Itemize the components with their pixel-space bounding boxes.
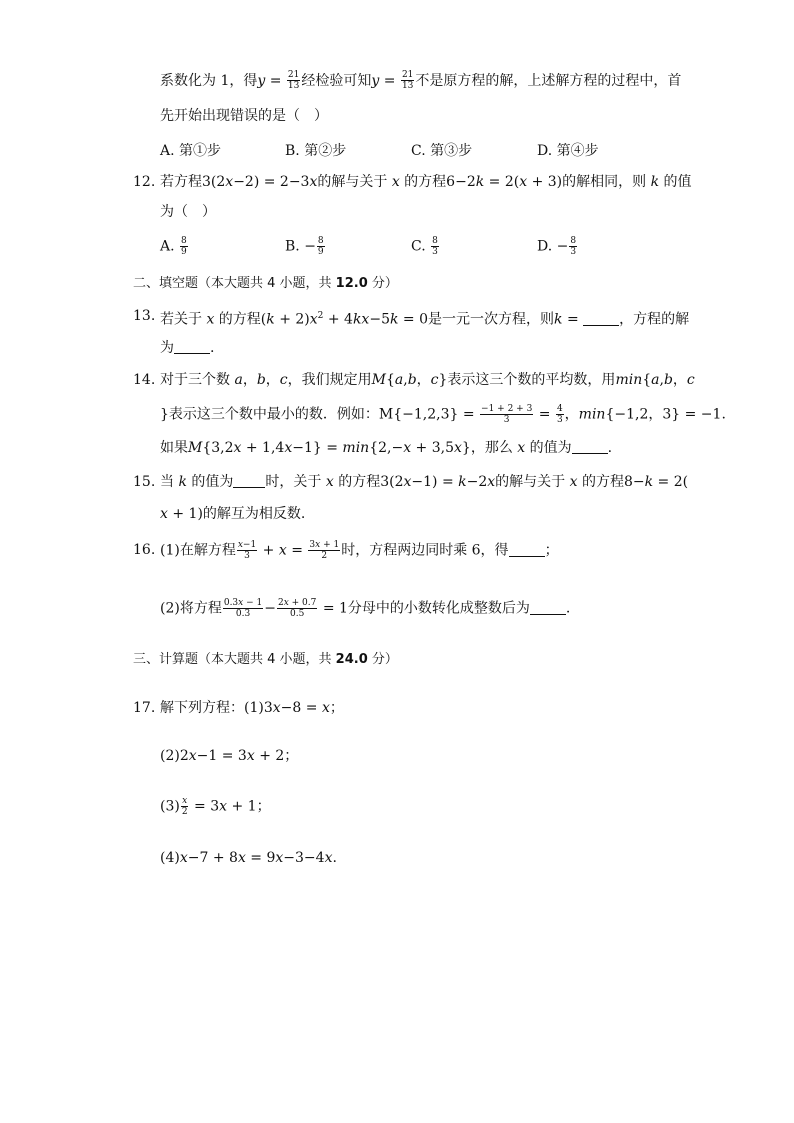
q12-line1: 若方程3(2x−2) = 2−3x的解与关于 x 的方程6−2k = 2(x + 3)的解相同，则 k 的值 — [160, 174, 692, 190]
q15-number: 15. — [133, 474, 156, 490]
q12-option-d[interactable]: D. − $\frac{8}{3}$ — [537, 236, 577, 257]
q14-line3: 如果M{3,2x + 1,4x−1} = min{2,−x + 3,5x}，那么 x 的值为 . — [160, 440, 613, 456]
q16-line1: (1)在解方程 $\frac{x-1}{3}$ + x = $\frac{3x + 1}{2}$ 时，方程两边同时乘 6，得 ； — [160, 540, 559, 561]
section2-title: 二、填空题（本大题共 4 小题，共 12.0 分） — [133, 276, 398, 291]
q16-number: 16. — [133, 542, 156, 558]
section3-title: 三、计算题（本大题共 4 小题，共 24.0 分） — [133, 652, 398, 667]
q14-blank[interactable] — [572, 439, 608, 454]
q11-option-b[interactable]: B. 第②步 — [285, 143, 347, 159]
q12-number: 12. — [133, 174, 156, 190]
q11-option-c[interactable]: C. 第③步 — [411, 143, 473, 159]
q14-number: 14. — [133, 372, 156, 388]
q14-line1: 对于三个数 a，b，c，我们规定用M{a,b，c}表示这三个数的平均数，用min{a,b，c — [160, 372, 695, 388]
q12-option-b[interactable]: B. − $\frac{8}{9}$ — [285, 236, 324, 257]
q15-line2: x + 1)的解互为相反数. — [160, 506, 306, 522]
q17-number: 17. — [133, 700, 156, 716]
q15-line1: 当 k 的值为 时，关于 x 的方程3(2x−1) = k−2x的解与关于 x 的方程8−k = 2( — [160, 474, 689, 490]
q17-line4: (4)x−7 + 8x = 9x−3−4x. — [160, 850, 337, 866]
q17-line3: (3) $\frac{x}{2}$ = 3x + 1； — [160, 796, 271, 817]
q16-blank-1[interactable] — [509, 542, 545, 557]
q11-text: 系数化为 1，得y = $\frac{21}{13}$ 经检验可知y = $\frac{21}{13}$ 不是原方程的解，上述解方程的过程中，首 — [160, 70, 682, 91]
q12-option-c[interactable]: C. $\frac{8}{3}$ — [411, 236, 438, 257]
q12-line2: 为（ ） — [160, 204, 216, 220]
q11-line1 — [160, 70, 681, 91]
q11-option-d[interactable]: D. 第④步 — [537, 143, 599, 159]
q11-option-a[interactable]: A. 第①步 — [160, 143, 222, 159]
q13-line2: 为 . — [160, 340, 215, 356]
q13-number: 13. — [133, 308, 156, 324]
q13-blank-solution[interactable] — [174, 339, 210, 354]
q16-blank-2[interactable] — [530, 600, 566, 615]
q11-line2: 先开始出现错误的是（ ） — [160, 108, 328, 124]
q15-blank[interactable] — [233, 473, 265, 488]
q13-line1: 若关于 x 的方程$(k + 2)x^2 + 4kx-5k = 0$是一元一次方程，则k = ，方程的解 — [160, 311, 690, 328]
q12-option-a[interactable]: A. $\frac{8}{9}$ — [160, 236, 187, 257]
q13-blank-k[interactable] — [583, 311, 619, 326]
q16-line2: (2)将方程 $\frac{0.3x - 1}{0.3}$ − $\frac{2x + 0.7}{0.5}$ = 1分母中的小数转化成整数后为 . — [160, 598, 571, 619]
q17-line2: (2)2x−1 = 3x + 2； — [160, 748, 299, 764]
q17-line1: 解下列方程：(1)3x−8 = x； — [160, 700, 344, 716]
q14-line2: }表示这三个数中最小的数．例如：M{−1,2,3} = $\frac{-1 + 2 + 3}{3}$ = $\frac{4}{3}$ ，min{−1,2，3} = −1. — [160, 404, 726, 425]
